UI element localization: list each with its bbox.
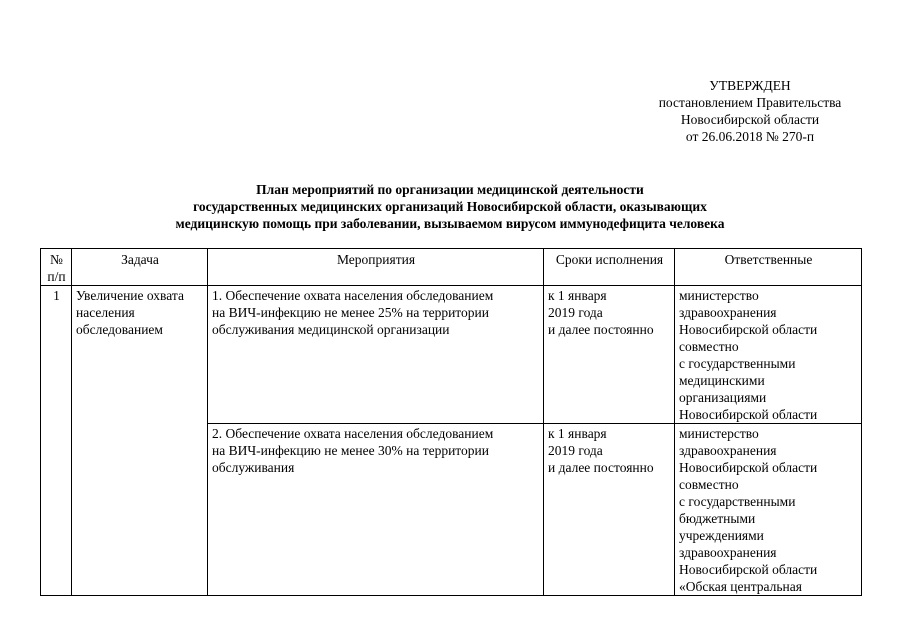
terms-line: 2019 года — [548, 305, 603, 320]
terms-cell — [544, 286, 675, 424]
responsible-line: министерство — [679, 288, 759, 303]
table-row — [41, 286, 862, 424]
responsible-line: министерство — [679, 426, 759, 441]
terms-line: и далее постоянно — [548, 322, 654, 337]
events-line: 2. Обеспечение охвата населения обследованием — [212, 426, 494, 441]
task-line: населения — [76, 305, 135, 320]
task-cell — [72, 286, 208, 596]
responsible-line: Новосибирской области — [679, 407, 818, 422]
events-line: на ВИЧ-инфекцию не менее 25% на территории — [212, 305, 489, 320]
events-line: 1. Обеспечение охвата населения обследованием — [212, 288, 494, 303]
header-terms: Сроки исполнения — [544, 249, 675, 286]
events-cell — [208, 424, 544, 596]
responsible-line: медицинскими — [679, 373, 765, 388]
row-number: 1 — [41, 286, 72, 596]
events-cell — [208, 286, 544, 424]
task-line: Увеличение охвата — [76, 288, 184, 303]
header-responsible: Ответственные — [675, 249, 862, 286]
approval-line: постановлением Правительства — [658, 95, 842, 110]
table-header-row — [41, 249, 862, 286]
approval-line: от 26.06.2018 № 270-п — [685, 129, 815, 144]
responsible-line: здравоохранения — [679, 443, 777, 458]
title-line: План мероприятий по организации медицинской деятельности — [256, 182, 644, 197]
responsible-line: учреждениями — [679, 528, 764, 543]
responsible-line: Новосибирской области — [679, 562, 818, 577]
responsible-line: здравоохранения — [679, 305, 777, 320]
header-events: Мероприятия — [208, 249, 544, 286]
events-line: обслуживания медицинской организации — [212, 322, 450, 337]
approval-stamp — [620, 77, 880, 145]
responsible-line: бюджетными — [679, 511, 756, 526]
task-line: обследованием — [76, 322, 163, 337]
title-line: медицинскую помощь при заболевании, вызываемом вирусом иммунодефицита человека — [175, 216, 725, 231]
plan-table — [40, 248, 862, 596]
responsible-line: совместно — [679, 477, 739, 492]
terms-cell — [544, 424, 675, 596]
terms-line: и далее постоянно — [548, 460, 654, 475]
responsible-line: «Обская центральная — [679, 579, 802, 594]
terms-line: 2019 года — [548, 443, 603, 458]
responsible-line: с государственными — [679, 494, 796, 509]
responsible-line: здравоохранения — [679, 545, 777, 560]
document-title — [40, 181, 860, 232]
approval-line: УТВЕРЖДЕН — [709, 78, 791, 93]
responsible-line: с государственными — [679, 356, 796, 371]
responsible-line: Новосибирской области — [679, 322, 818, 337]
title-line: государственных медицинских организаций Новосибирской области, оказывающих — [193, 199, 707, 214]
approval-line: Новосибирской области — [680, 112, 820, 127]
events-line: обслуживания — [212, 460, 295, 475]
header-task: Задача — [72, 249, 208, 286]
events-line: на ВИЧ-инфекцию не менее 30% на территории — [212, 443, 489, 458]
header-number: № п/п — [41, 249, 72, 286]
responsible-cell — [675, 424, 862, 596]
responsible-cell — [675, 286, 862, 424]
responsible-line: организациями — [679, 390, 767, 405]
terms-line: к 1 января — [548, 288, 607, 303]
terms-line: к 1 января — [548, 426, 607, 441]
responsible-line: Новосибирской области — [679, 460, 818, 475]
responsible-line: совместно — [679, 339, 739, 354]
